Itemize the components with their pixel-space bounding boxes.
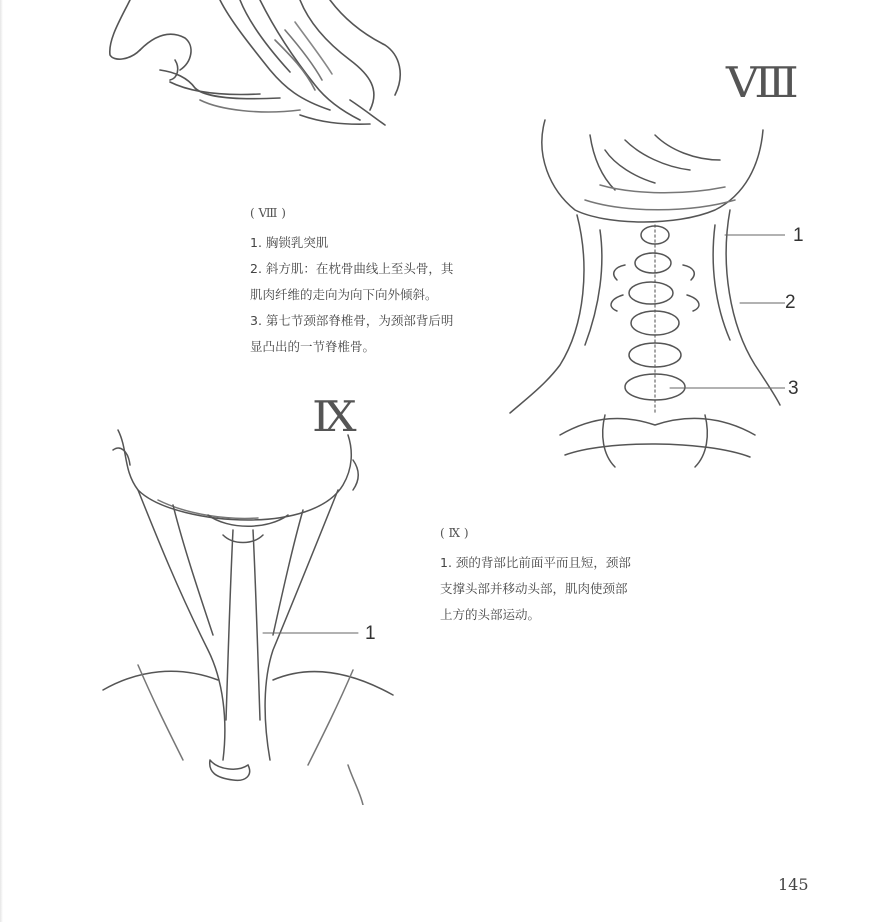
caption-viii-line-1: 1. 胸锁乳突肌 [250,235,329,250]
page-edge [0,0,3,922]
caption-viii-line-2: 2. 斜方肌：在枕骨曲线上至头骨，其 [250,261,454,276]
section-viii-numeral: Ⅷ [726,58,796,107]
callout-ix-1: 1 [365,623,376,644]
section-ix-numeral: Ⅸ [312,392,354,441]
neck-front-illustration [98,420,398,805]
caption-viii [250,200,510,360]
caption-viii-heading: ( Ⅷ ) [250,206,286,220]
callout-viii-2: 2 [785,292,796,313]
caption-viii-line-3: 肌肉纤维的走向为向下向外倾斜。 [250,287,438,302]
caption-ix-line-1: 1. 颈的背部比前面平而且短，颈部 [440,555,631,570]
callout-viii-3: 3 [788,378,799,399]
caption-viii-line-4: 3. 第七节颈部脊椎骨，为颈部背后明 [250,313,454,328]
neck-back-illustration [505,115,785,470]
caption-ix-line-2: 支撑头部并移动头部，肌肉使颈部 [440,581,628,596]
caption-ix [440,520,680,628]
caption-viii-line-5: 显凸出的一节脊椎骨。 [250,339,376,354]
page-number: 145 [778,875,809,894]
caption-ix-heading: ( Ⅸ ) [440,526,469,540]
callout-viii-1: 1 [793,225,804,246]
top-sketch-illustration [100,0,420,130]
caption-ix-line-3: 上方的头部运动。 [440,607,541,622]
